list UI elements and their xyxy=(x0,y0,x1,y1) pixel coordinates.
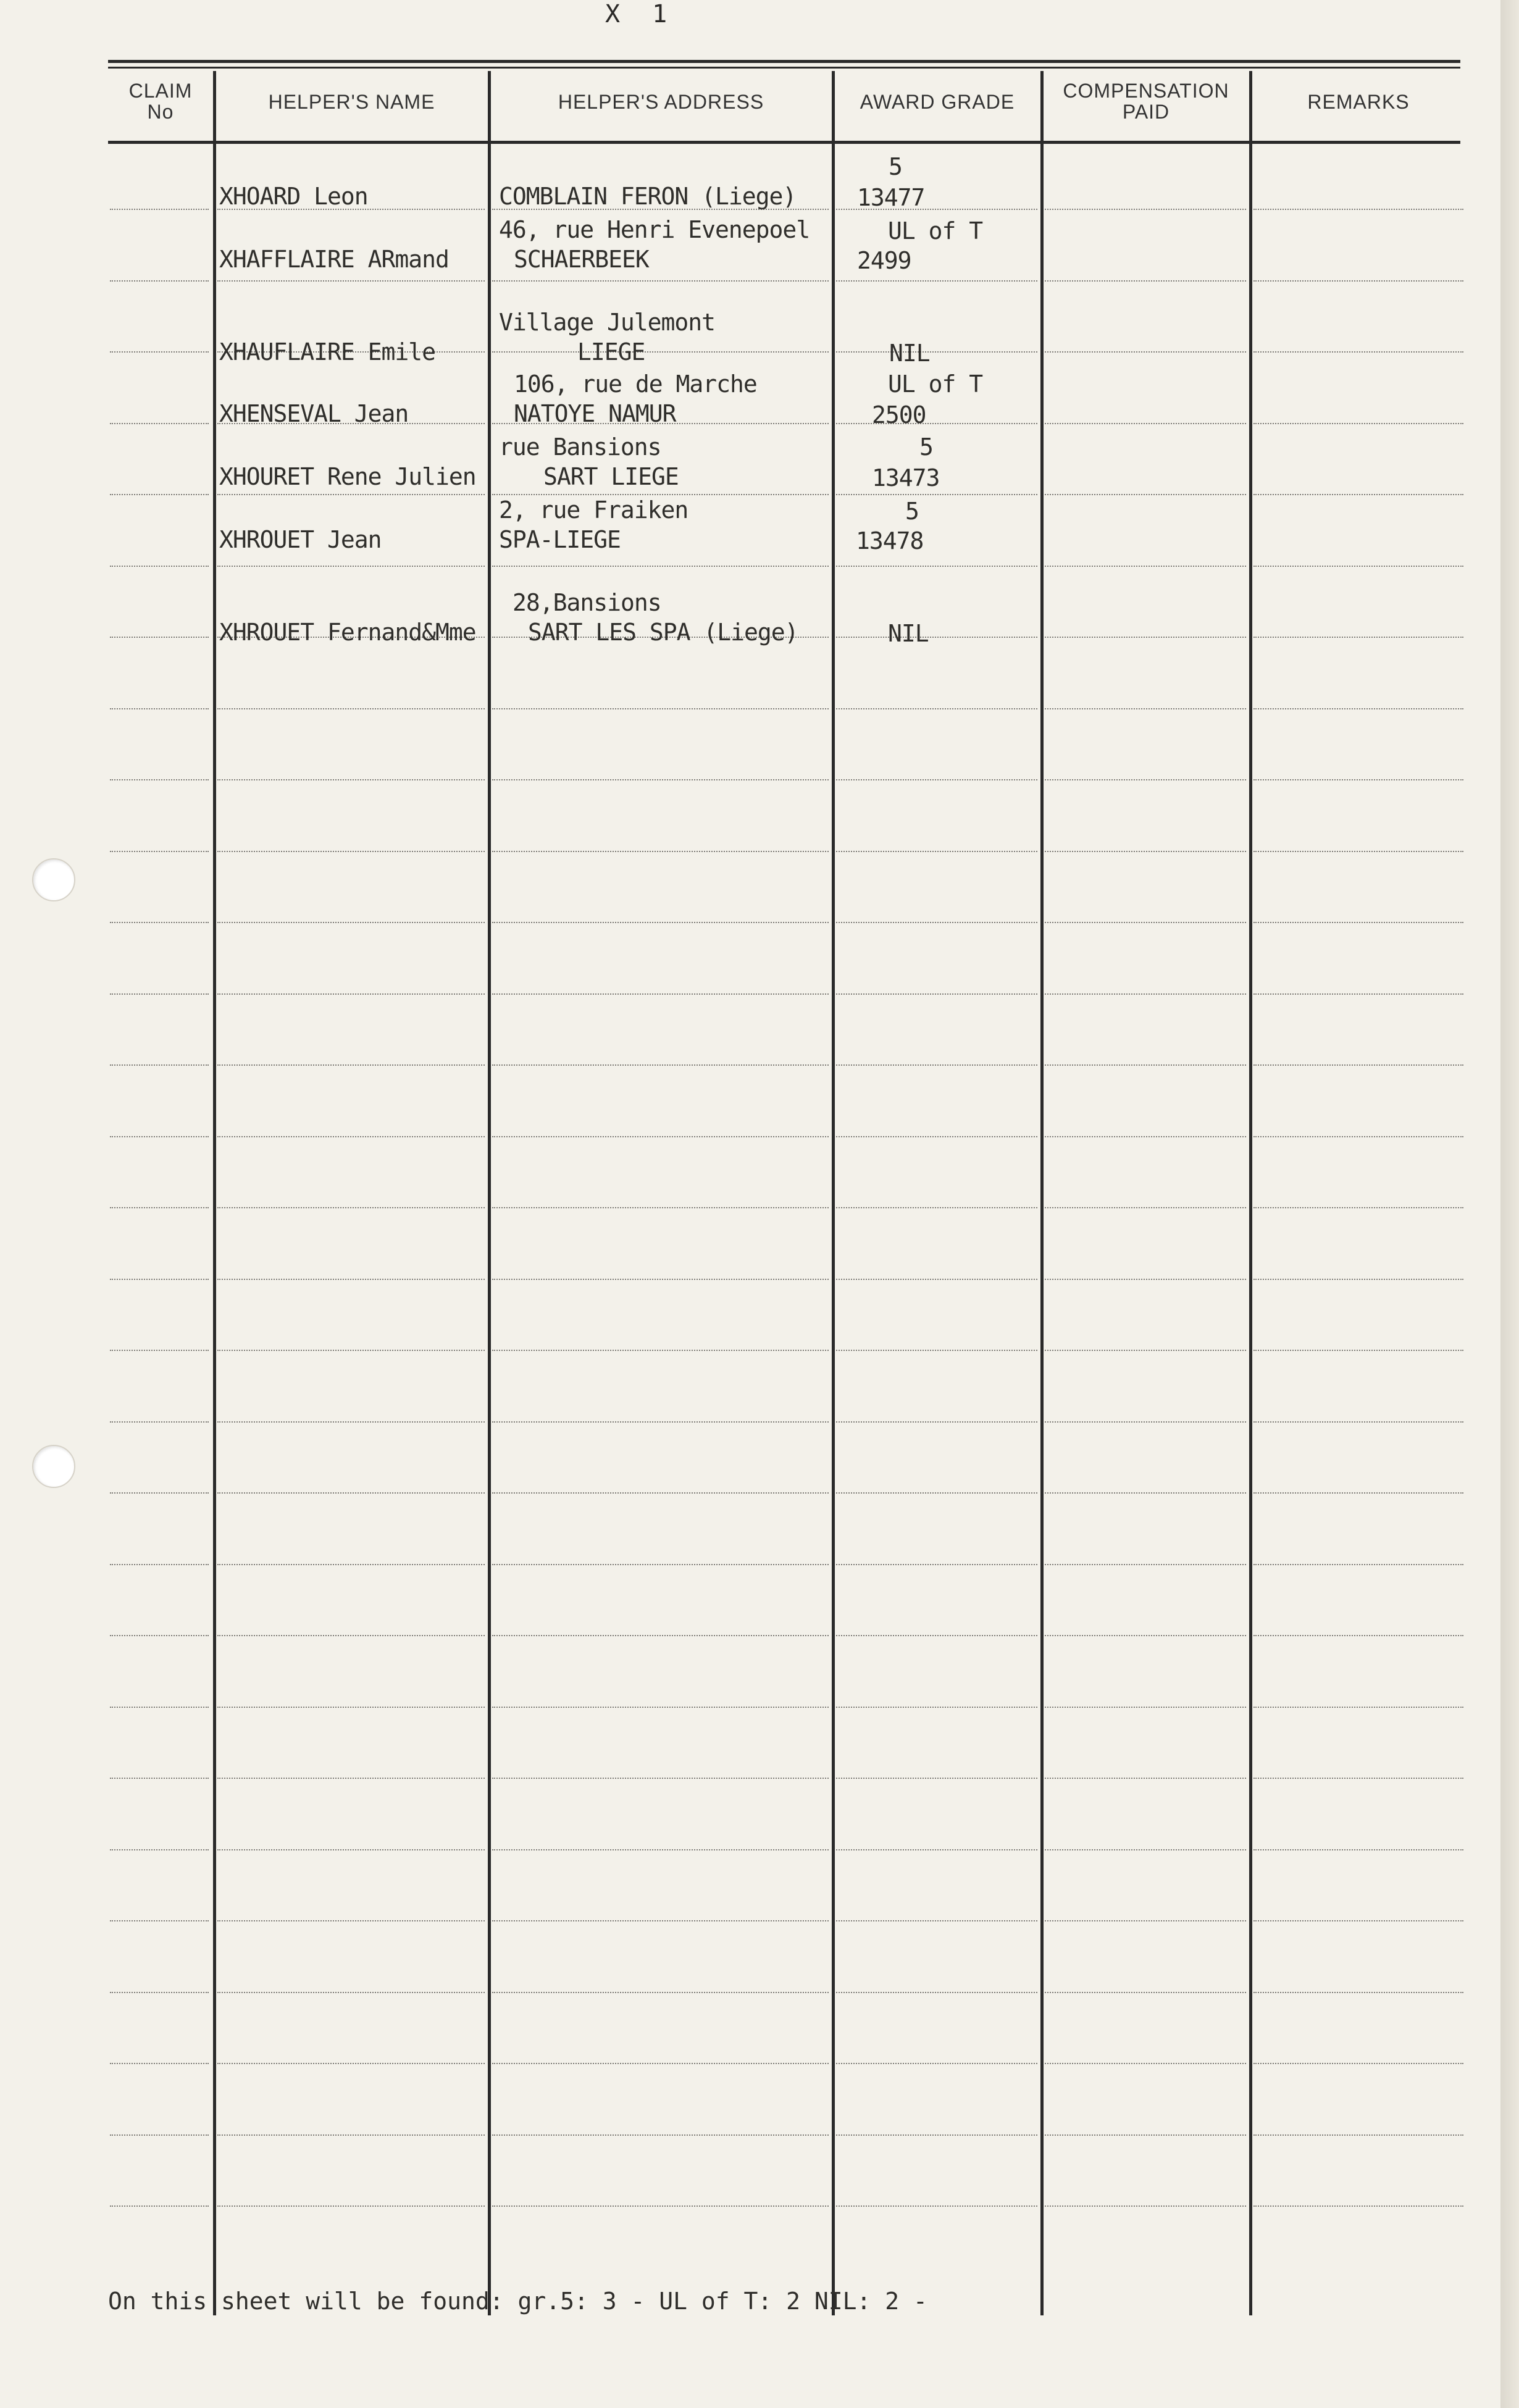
header-compensation-label: COMPENSATION xyxy=(1063,80,1229,102)
ruled-line xyxy=(110,779,209,780)
punch-hole-bottom xyxy=(32,1445,75,1488)
ruled-line xyxy=(110,1136,209,1137)
ruled-line xyxy=(110,2063,209,2064)
ruled-line xyxy=(110,423,209,424)
ruled-line xyxy=(217,2134,485,2136)
ruled-line xyxy=(1253,351,1463,353)
award-grade-line: 5 xyxy=(905,498,919,525)
ruled-line xyxy=(1045,1564,1246,1565)
ruled-line xyxy=(217,1350,485,1351)
ruled-line xyxy=(836,708,1037,709)
header-top-rule xyxy=(108,60,1460,63)
ruled-line xyxy=(217,779,485,780)
ruled-line xyxy=(1253,2205,1463,2207)
ruled-line xyxy=(110,1279,209,1280)
ruled-line xyxy=(492,1279,829,1280)
ruled-line xyxy=(110,1564,209,1565)
ruled-line xyxy=(836,1421,1037,1423)
ruled-line xyxy=(492,566,829,567)
ruled-line xyxy=(836,1207,1037,1208)
ruled-line xyxy=(1253,779,1463,780)
helper-address-line: SPA-LIEGE xyxy=(499,526,621,553)
ruled-line xyxy=(110,2134,209,2136)
ruled-line xyxy=(836,779,1037,780)
ruled-line xyxy=(492,1136,829,1137)
header-top-rule-inner xyxy=(108,67,1460,69)
ruled-line xyxy=(217,1492,485,1494)
ruled-line xyxy=(836,1064,1037,1066)
ruled-line xyxy=(1253,1492,1463,1494)
ruled-line xyxy=(492,851,829,852)
ruled-line xyxy=(492,280,829,282)
ruled-line xyxy=(217,1207,485,1208)
helper-name: XHROUET Jean xyxy=(219,526,382,553)
helper-name: XHOURET Rene Julien xyxy=(219,463,476,490)
ruled-line xyxy=(836,1707,1037,1708)
ruled-line xyxy=(1045,2205,1246,2207)
ruled-line xyxy=(110,708,209,709)
ruled-line xyxy=(1253,851,1463,852)
ruled-line xyxy=(492,1778,829,1779)
ruled-line xyxy=(110,993,209,995)
ruled-line xyxy=(1045,423,1246,424)
ruled-line xyxy=(1045,209,1246,210)
ruled-line xyxy=(836,922,1037,923)
award-grade-line: 13477 xyxy=(857,184,925,211)
ruled-line xyxy=(1253,1350,1463,1351)
column-divider-4 xyxy=(1040,71,1044,2315)
ruled-line xyxy=(1045,1992,1246,1993)
award-grade-line: 5 xyxy=(919,433,933,461)
ruled-line xyxy=(1253,1849,1463,1850)
ruled-line xyxy=(492,1992,829,1993)
ruled-line xyxy=(1045,1778,1246,1779)
ruled-line xyxy=(492,1564,829,1565)
ruled-line xyxy=(110,2205,209,2207)
ruled-line xyxy=(1045,708,1246,709)
ruled-line xyxy=(1253,1920,1463,1921)
ruled-line xyxy=(836,2205,1037,2207)
ruled-line xyxy=(1253,993,1463,995)
ruled-line xyxy=(1253,1992,1463,1993)
ruled-line xyxy=(836,1136,1037,1137)
ruled-line xyxy=(110,494,209,495)
ruled-line xyxy=(110,922,209,923)
ruled-line xyxy=(1253,209,1463,210)
award-grade-line: UL of T xyxy=(888,217,983,245)
ruled-line xyxy=(217,1635,485,1636)
ruled-line xyxy=(217,1778,485,1779)
ruled-line xyxy=(492,708,829,709)
ruled-line xyxy=(1253,1136,1463,1137)
ruled-line xyxy=(217,280,485,282)
ruled-line xyxy=(836,993,1037,995)
ruled-line xyxy=(1253,494,1463,495)
ruled-line xyxy=(492,1207,829,1208)
ruled-line xyxy=(1045,993,1246,995)
helper-address-line: 28,Bansions xyxy=(513,589,661,616)
helper-name: XHAFFLAIRE ARmand xyxy=(219,246,449,273)
ruled-line xyxy=(110,1707,209,1708)
award-grade-line: 2499 xyxy=(857,247,911,274)
ruled-line xyxy=(217,851,485,852)
ruled-line xyxy=(217,1279,485,1280)
ruled-line xyxy=(110,1992,209,1993)
ruled-line xyxy=(1045,637,1246,638)
helper-address-line: Village Julemont xyxy=(499,309,716,336)
helper-address-line: NATOYE NAMUR xyxy=(514,400,676,427)
sheet-code: X 1 xyxy=(605,0,676,28)
helper-address-line: 46, rue Henri Evenepoel xyxy=(499,216,810,243)
ruled-line xyxy=(217,993,485,995)
ruled-line xyxy=(217,1421,485,1423)
ruled-line xyxy=(836,1492,1037,1494)
ruled-line xyxy=(110,1492,209,1494)
ruled-line xyxy=(1045,779,1246,780)
ruled-line xyxy=(110,1920,209,1921)
ruled-line xyxy=(836,637,1037,638)
ruled-line xyxy=(1045,1279,1246,1280)
ruled-line xyxy=(1253,708,1463,709)
helper-name: XHROUET Fernand&Mme xyxy=(219,619,476,646)
ruled-line xyxy=(836,1564,1037,1565)
ruled-line xyxy=(1045,2063,1246,2064)
helper-name: XHOARD Leon xyxy=(219,183,368,210)
ruled-line xyxy=(492,351,829,353)
award-grade-line: NIL xyxy=(889,340,930,367)
ruled-line xyxy=(217,922,485,923)
ruled-line xyxy=(836,423,1037,424)
ruled-line xyxy=(217,1064,485,1066)
ruled-line xyxy=(1045,280,1246,282)
ruled-line xyxy=(1045,1920,1246,1921)
sheet-edge xyxy=(1500,0,1519,2408)
column-divider-5 xyxy=(1249,71,1252,2315)
ruled-line xyxy=(217,1564,485,1565)
ruled-line xyxy=(836,1350,1037,1351)
ruled-line xyxy=(1253,922,1463,923)
ruled-line xyxy=(1045,566,1246,567)
ruled-line xyxy=(1045,1064,1246,1066)
award-grade-line: 2500 xyxy=(872,401,926,429)
helper-address-line: 106, rue de Marche xyxy=(514,370,757,398)
ruled-line xyxy=(110,1207,209,1208)
ruled-line xyxy=(217,494,485,495)
ruled-line xyxy=(1045,2134,1246,2136)
ruled-line xyxy=(1253,1207,1463,1208)
header-remarks: REMARKS xyxy=(1307,91,1410,113)
ruled-line xyxy=(1045,1707,1246,1708)
ruled-line xyxy=(110,851,209,852)
column-divider-1 xyxy=(213,71,216,2315)
award-grade-line: UL of T xyxy=(888,370,983,398)
ruled-line xyxy=(217,1707,485,1708)
ruled-line xyxy=(1045,851,1246,852)
ruled-line xyxy=(836,494,1037,495)
ruled-line xyxy=(110,637,209,638)
ruled-line xyxy=(836,566,1037,567)
ruled-line xyxy=(1253,2063,1463,2064)
ruled-line xyxy=(836,1635,1037,1636)
ruled-line xyxy=(836,2134,1037,2136)
award-grade-line: 5 xyxy=(889,153,902,180)
ruled-line xyxy=(492,993,829,995)
ruled-line xyxy=(836,1279,1037,1280)
helper-address-line: SART LIEGE xyxy=(543,463,679,490)
helper-address-line: rue Bansions xyxy=(499,433,661,461)
ruled-line xyxy=(217,1920,485,1921)
ruled-line xyxy=(1045,494,1246,495)
ruled-line xyxy=(1253,1778,1463,1779)
ruled-line xyxy=(836,1849,1037,1850)
header-no-label: No xyxy=(147,101,174,123)
ruled-line xyxy=(492,1635,829,1636)
ruled-line xyxy=(1045,1492,1246,1494)
header-helper-name: HELPER'S NAME xyxy=(268,91,435,113)
header-paid-label: PAID xyxy=(1122,101,1170,123)
ruled-line xyxy=(492,1707,829,1708)
ruled-line xyxy=(1253,423,1463,424)
ruled-line xyxy=(217,2063,485,2064)
ruled-line xyxy=(492,1492,829,1494)
header-claim-label: CLAIM xyxy=(128,80,193,102)
ruled-line xyxy=(110,1635,209,1636)
helper-address-line: SART LES SPA (Liege) xyxy=(528,619,798,646)
helper-address-line: 2, rue Fraiken xyxy=(499,496,688,524)
header-compensation-paid xyxy=(1044,80,1248,122)
ruled-line xyxy=(110,1064,209,1066)
helper-address-line: COMBLAIN FERON (Liege) xyxy=(499,183,797,210)
ruled-line xyxy=(1045,1849,1246,1850)
award-grade-line: 13478 xyxy=(856,527,924,554)
ruled-line xyxy=(492,779,829,780)
ruled-line xyxy=(492,1849,829,1850)
column-divider-2 xyxy=(488,71,491,2315)
ruled-line xyxy=(492,1421,829,1423)
punch-hole-top xyxy=(32,858,75,901)
ruled-line xyxy=(217,1992,485,1993)
ruled-line xyxy=(1253,280,1463,282)
ruled-line xyxy=(1253,566,1463,567)
ruled-line xyxy=(110,1778,209,1779)
ruled-line xyxy=(836,851,1037,852)
ruled-line xyxy=(492,1920,829,1921)
ruled-line xyxy=(836,351,1037,353)
ruled-line xyxy=(492,2134,829,2136)
ruled-line xyxy=(217,1849,485,1850)
ruled-line xyxy=(492,494,829,495)
ruled-line xyxy=(1253,1421,1463,1423)
header-award-grade: AWARD GRADE xyxy=(860,91,1015,113)
sheet-summary-footer: On this sheet will be found: gr.5: 3 - UL of T: 2 NIL: 2 - xyxy=(108,2288,927,2315)
ruled-line xyxy=(110,209,209,210)
ruled-line xyxy=(836,1778,1037,1779)
ruled-line xyxy=(110,351,209,353)
ruled-line xyxy=(492,922,829,923)
ruled-line xyxy=(110,1350,209,1351)
ruled-line xyxy=(1253,1564,1463,1565)
ruled-line xyxy=(836,280,1037,282)
ruled-line xyxy=(1253,2134,1463,2136)
header-claim-no xyxy=(111,80,210,122)
ruled-line xyxy=(110,1849,209,1850)
ruled-line xyxy=(217,566,485,567)
ruled-line xyxy=(492,2063,829,2064)
ruled-line xyxy=(110,566,209,567)
ruled-line xyxy=(1253,1064,1463,1066)
ruled-line xyxy=(110,280,209,282)
ruled-line xyxy=(1045,1350,1246,1351)
ruled-line xyxy=(1253,1707,1463,1708)
column-divider-3 xyxy=(832,71,835,2315)
ruled-line xyxy=(1045,1136,1246,1137)
ruled-line xyxy=(836,1920,1037,1921)
ruled-line xyxy=(1045,922,1246,923)
ruled-line xyxy=(1045,1207,1246,1208)
helper-address-line: LIEGE xyxy=(577,338,645,366)
header-bottom-rule xyxy=(108,141,1460,144)
ruled-line xyxy=(836,1992,1037,1993)
helper-address-line: SCHAERBEEK xyxy=(514,246,649,273)
ruled-line xyxy=(836,2063,1037,2064)
helper-name: XHAUFLAIRE Emile xyxy=(219,338,436,366)
award-grade-line: NIL xyxy=(888,620,929,647)
ruled-line xyxy=(492,2205,829,2207)
ruled-line xyxy=(492,1350,829,1351)
ruled-line xyxy=(1253,637,1463,638)
ruled-line xyxy=(492,1064,829,1066)
ruled-line xyxy=(217,2205,485,2207)
award-grade-line: 13473 xyxy=(872,464,940,491)
ruled-line xyxy=(1045,1635,1246,1636)
ruled-line xyxy=(1253,1635,1463,1636)
ruled-line xyxy=(1253,1279,1463,1280)
helper-name: XHENSEVAL Jean xyxy=(219,400,409,427)
ruled-line xyxy=(217,708,485,709)
ruled-line xyxy=(1045,351,1246,353)
header-helper-address: HELPER'S ADDRESS xyxy=(558,91,764,113)
ruled-line xyxy=(1045,1421,1246,1423)
ruled-line xyxy=(110,1421,209,1423)
ruled-line xyxy=(217,1136,485,1137)
